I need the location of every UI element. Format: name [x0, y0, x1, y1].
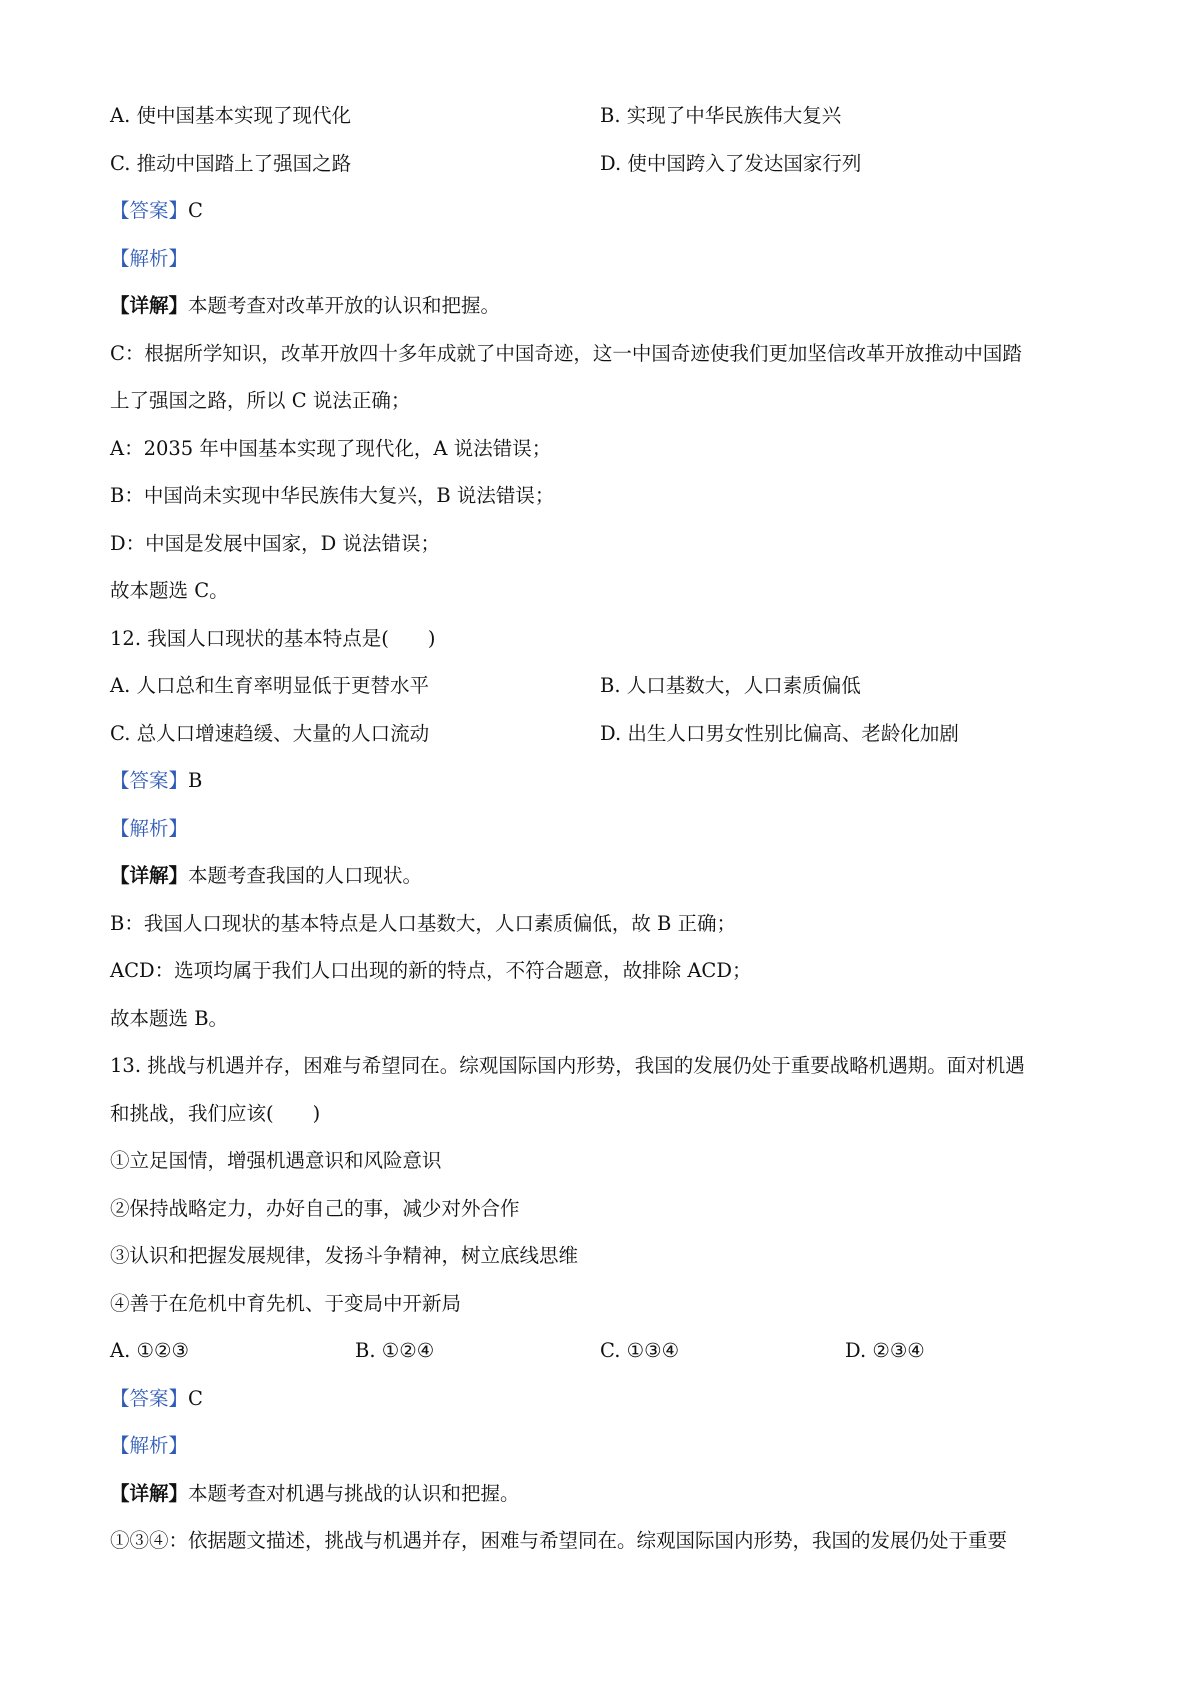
answer-label: 【答案】	[110, 199, 189, 222]
q12-option-c: C. 总人口增速趋缓、大量的人口流动	[110, 721, 430, 745]
q11-explanation-line: A：2035 年中国基本实现了现代化，A 说法错误；	[110, 436, 552, 460]
q12-option-b: B. 人口基数大，人口素质偏低	[600, 674, 861, 697]
q13-stem-line-2: 和挑战，我们应该( )	[110, 1101, 321, 1125]
q12-detail	[110, 852, 1100, 900]
q13-statement-4: ④善于在危机中育先机、于变局中开新局	[110, 1291, 462, 1315]
analysis-label: 【解析】	[110, 246, 189, 270]
q12-options-row-1	[110, 662, 1100, 710]
q11-options-row-1	[110, 92, 1100, 140]
analysis-label: 【解析】	[110, 1434, 189, 1457]
q13-options-row	[110, 1327, 1100, 1375]
q11-detail	[110, 282, 1100, 330]
analysis-label: 【解析】	[110, 816, 189, 840]
q11-explanation-line: 上了强国之路，所以 C 说法正确；	[110, 389, 411, 412]
q11-option-b: B. 实现了中华民族伟大复兴	[600, 104, 842, 127]
q11-option-a: A. 使中国基本实现了现代化	[110, 104, 351, 127]
q12-options-row-2	[110, 710, 1100, 758]
detail-text: 本题考查对机遇与挑战的认识和把握。	[188, 1481, 520, 1505]
q13-answer	[110, 1375, 1100, 1423]
q12-analysis	[110, 805, 1100, 853]
q13-option-b: B. ①②④	[355, 1339, 435, 1362]
q12-option-a: A. 人口总和生育率明显低于更替水平	[110, 674, 429, 697]
detail-text: 本题考查对改革开放的认识和把握。	[188, 294, 501, 317]
q11-option-d: D. 使中国跨入了发达国家行列	[600, 151, 862, 175]
q11-explanation-line: C：根据所学知识，改革开放四十多年成就了中国奇迹，这一中国奇迹使我们更加坚信改革开放推动中国踏	[110, 341, 1022, 365]
q11-answer	[110, 187, 1100, 235]
q13-analysis	[110, 1422, 1100, 1470]
answer-value: C	[188, 199, 203, 222]
q13-option-c: C. ①③④	[600, 1339, 680, 1362]
q13-detail	[110, 1470, 1100, 1518]
detail-label: 【详解】	[110, 864, 189, 887]
q13-statement-3: ③认识和把握发展规律，发扬斗争精神，树立底线思维	[110, 1244, 579, 1267]
q11-conclusion: 故本题选 C。	[110, 579, 229, 602]
q12-answer	[110, 757, 1100, 805]
answer-value: C	[188, 1386, 203, 1410]
detail-label: 【详解】	[110, 1481, 189, 1505]
q12-conclusion: 故本题选 B。	[110, 1006, 229, 1030]
answer-value: B	[188, 769, 203, 792]
document-page	[110, 92, 1100, 1565]
q13-statement-1: ①立足国情，增强机遇意识和风险意识	[110, 1149, 442, 1172]
q11-explanation-line: D：中国是发展中国家，D 说法错误；	[110, 531, 440, 555]
detail-label: 【详解】	[110, 294, 189, 317]
q11-analysis	[110, 235, 1100, 283]
q11-option-c: C. 推动中国踏上了强国之路	[110, 151, 352, 175]
q13-option-d: D. ②③④	[845, 1339, 925, 1362]
answer-label: 【答案】	[110, 769, 189, 792]
q12-explanation-line: ACD：选项均属于我们人口出现的新的特点，不符合题意，故排除 ACD；	[110, 959, 752, 982]
q13-option-a: A. ①②③	[110, 1339, 189, 1362]
q13-explanation-line: ①③④：依据题文描述，挑战与机遇并存，困难与希望同在。综观国际国内形势，我国的发展仍处于重要	[110, 1529, 1008, 1552]
answer-label: 【答案】	[110, 1386, 189, 1410]
detail-text: 本题考查我国的人口现状。	[188, 864, 423, 887]
q11-explanation-line: B：中国尚未实现中华民族伟大复兴，B 说法错误；	[110, 484, 555, 507]
q12-option-d: D. 出生人口男女性别比偏高、老龄化加剧	[600, 721, 959, 745]
q11-options-row-2	[110, 140, 1100, 188]
q13-statement-2: ②保持战略定力，办好自己的事，减少对外合作	[110, 1196, 520, 1220]
q12-stem: 12. 我国人口现状的基本特点是( )	[110, 626, 436, 650]
q12-explanation-line: B：我国人口现状的基本特点是人口基数大，人口素质偏低，故 B 正确；	[110, 911, 737, 935]
q13-stem-line-1: 13. 挑战与机遇并存，困难与希望同在。综观国际国内形势，我国的发展仍处于重要战略机遇期。面对机遇	[110, 1054, 1025, 1077]
